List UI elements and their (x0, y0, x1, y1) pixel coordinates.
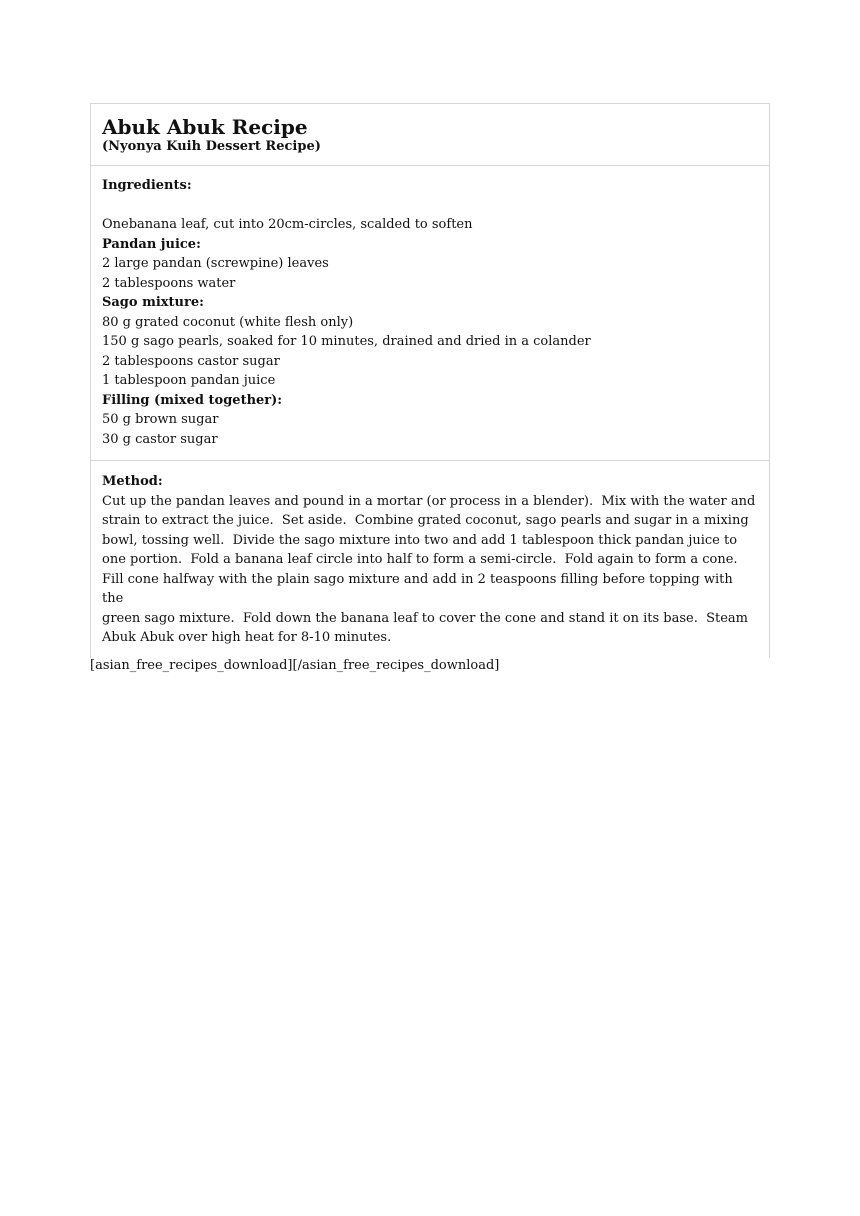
ingredient-group-heading: Sago mixture: (102, 295, 204, 310)
ingredient-item: 2 tablespoons water (102, 275, 236, 291)
ingredient-item: 150 g sago pearls, soaked for 10 minutes, drained and dried in a colander (102, 334, 591, 349)
ingredient-group-heading: Filling (mixed together): (102, 392, 283, 408)
method-section (91, 461, 769, 658)
recipe-subtitle: (Nyonya Kuih Dessert Recipe) (102, 139, 321, 154)
ingredient-item: 80 g grated coconut (white flesh only) (102, 314, 354, 330)
ingredient-item: 30 g castor sugar (102, 431, 218, 447)
method-line: strain to extract the juice. Set aside. Combine grated coconut, sago pearls and sugar in a mixing (102, 513, 749, 528)
ingredient-item: 50 g brown sugar (102, 412, 219, 427)
method-line: Fill cone halfway with the plain sago mixture and add in 2 teaspoons filling before topping with the (102, 571, 737, 606)
ingredient-item: 2 tablespoons castor sugar (102, 353, 280, 369)
download-shortcode: [asian_free_recipes_download][/asian_free_recipes_download] (90, 658, 500, 673)
method-line: Abuk Abuk over high heat for 8-10 minutes. (102, 630, 392, 645)
ingredients-list (102, 215, 758, 449)
recipe-card (90, 103, 770, 658)
method-heading: Method: (102, 474, 163, 489)
method-body (102, 492, 758, 648)
method-line: one portion. Fold a banana leaf circle into half to form a semi-circle. Fold again to form a cone. (102, 552, 738, 567)
recipe-title: Abuk Abuk Recipe (102, 115, 308, 139)
ingredients-section (91, 166, 769, 461)
method-line: green sago mixture. Fold down the banana leaf to cover the cone and stand it on its base. Steam (102, 610, 749, 626)
ingredients-heading: Ingredients: (102, 178, 192, 193)
ingredient-item: 1 tablespoon pandan juice (102, 373, 276, 388)
method-line: Cut up the pandan leaves and pound in a mortar (or process in a blender). Mix with the water and (102, 493, 756, 509)
ingredient-item: Onebanana leaf, cut into 20cm-circles, scalded to soften (102, 217, 473, 232)
method-line: bowl, tossing well. Divide the sago mixture into two and add 1 tablespoon thick pandan juice to (102, 532, 738, 548)
ingredients-spacer (102, 196, 758, 216)
ingredient-item: 2 large pandan (screwpine) leaves (102, 256, 329, 271)
ingredient-group-heading: Pandan juice: (102, 236, 201, 252)
recipe-header (91, 104, 769, 166)
